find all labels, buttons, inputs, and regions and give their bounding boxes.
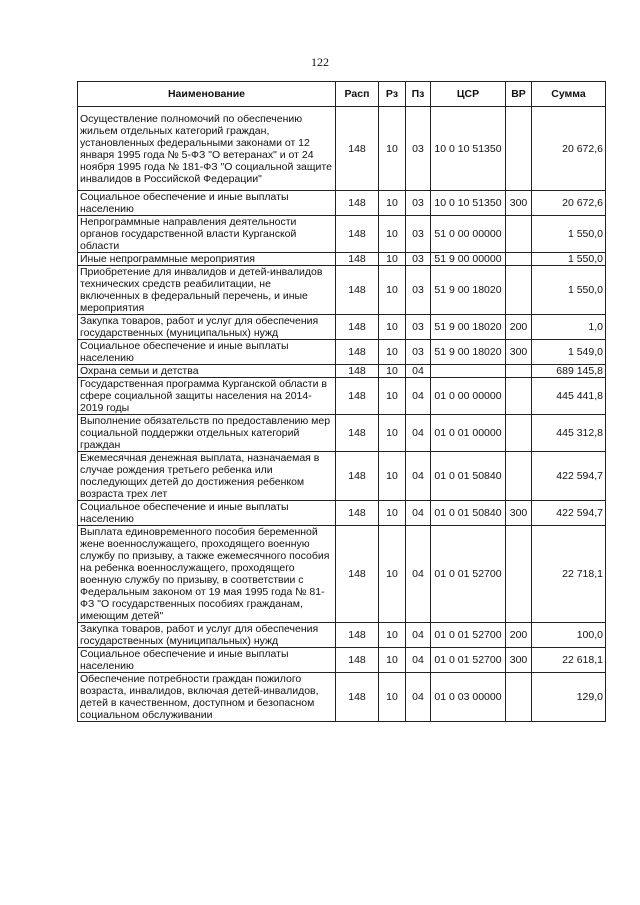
cell-pz: 03: [406, 107, 431, 191]
table-row: [78, 340, 606, 365]
cell-rasp: 148: [336, 266, 379, 315]
cell-pz: 04: [406, 415, 431, 452]
table-row: [78, 365, 606, 378]
cell-name: Социальное обеспечение и иные выплаты населению: [78, 191, 336, 216]
cell-rz: 10: [379, 526, 406, 623]
cell-rz: 10: [379, 216, 406, 253]
cell-pz: 04: [406, 365, 431, 378]
cell-sum: 22 718,1: [532, 526, 606, 623]
cell-csr: 01 0 01 52700: [431, 623, 506, 648]
cell-pz: 04: [406, 378, 431, 415]
cell-rasp: 148: [336, 216, 379, 253]
cell-sum: 100,0: [532, 623, 606, 648]
cell-csr: 10 0 10 51350: [431, 191, 506, 216]
cell-vr: 300: [506, 648, 532, 673]
cell-sum: 1 550,0: [532, 216, 606, 253]
cell-rz: 10: [379, 623, 406, 648]
cell-vr: [506, 526, 532, 623]
cell-name: Государственная программа Курганской области в сфере социальной защиты населения на 2014-2019 годы: [78, 378, 336, 415]
cell-name: Выплата единовременного пособия беременной жене военнослужащего, проходящего военную службу по призыву, а также ежемесячного пособия на ребенка военнослужащего, проходящего военную службу по призыву, в соответствии с Федеральным законом от 19 мая 1995 года № 81-ФЗ "О государственных пособиях гражданам, имеющим детей": [78, 526, 336, 623]
cell-csr: 01 0 01 52700: [431, 648, 506, 673]
cell-name: Приобретение для инвалидов и детей-инвалидов технических средств реабилитации, не включенных в федеральный перечень, и иные мероприятия: [78, 266, 336, 315]
cell-sum: 20 672,6: [532, 191, 606, 216]
cell-csr: 01 0 01 00000: [431, 415, 506, 452]
header-rz: Рз: [379, 82, 406, 107]
cell-csr: 51 9 00 18020: [431, 315, 506, 340]
cell-name: Иные непрограммные мероприятия: [78, 253, 336, 266]
cell-rasp: 148: [336, 315, 379, 340]
header-rasp: Расп: [336, 82, 379, 107]
cell-rz: 10: [379, 378, 406, 415]
cell-vr: [506, 266, 532, 315]
cell-pz: 03: [406, 191, 431, 216]
cell-rz: 10: [379, 501, 406, 526]
cell-rasp: 148: [336, 378, 379, 415]
cell-name: Ежемесячная денежная выплата, назначаемая в случае рождения третьего ребенка или последующих детей до достижения ребенком возраста трех лет: [78, 452, 336, 501]
cell-pz: 03: [406, 266, 431, 315]
cell-vr: 200: [506, 623, 532, 648]
cell-name: Обеспечение потребности граждан пожилого возраста, инвалидов, включая детей-инвалидов, детей в качественном, доступном и безопасном социальном обслуживании: [78, 673, 336, 722]
cell-name: Закупка товаров, работ и услуг для обеспечения государственных (муниципальных) нужд: [78, 623, 336, 648]
cell-rasp: 148: [336, 501, 379, 526]
cell-pz: 04: [406, 501, 431, 526]
cell-rz: 10: [379, 315, 406, 340]
cell-vr: [506, 452, 532, 501]
cell-pz: 04: [406, 648, 431, 673]
cell-rz: 10: [379, 452, 406, 501]
cell-vr: 300: [506, 501, 532, 526]
cell-rasp: 148: [336, 415, 379, 452]
cell-rasp: 148: [336, 191, 379, 216]
cell-vr: [506, 378, 532, 415]
table-row: [78, 452, 606, 501]
header-csr: ЦСР: [431, 82, 506, 107]
cell-rz: 10: [379, 253, 406, 266]
cell-vr: [506, 107, 532, 191]
table-row: [78, 673, 606, 722]
table-row: [78, 526, 606, 623]
cell-rasp: 148: [336, 253, 379, 266]
cell-sum: 1 549,0: [532, 340, 606, 365]
cell-csr: 01 0 03 00000: [431, 673, 506, 722]
header-sum: Сумма: [532, 82, 606, 107]
cell-name: Непрограммные направления деятельности органов государственной власти Курганской области: [78, 216, 336, 253]
cell-sum: 1 550,0: [532, 266, 606, 315]
cell-rasp: 148: [336, 365, 379, 378]
budget-table: [77, 81, 606, 722]
cell-sum: 689 145,8: [532, 365, 606, 378]
cell-vr: 200: [506, 315, 532, 340]
cell-pz: 03: [406, 315, 431, 340]
table-body: [78, 107, 606, 722]
cell-rz: 10: [379, 191, 406, 216]
cell-sum: 22 618,1: [532, 648, 606, 673]
cell-pz: 03: [406, 216, 431, 253]
cell-rz: 10: [379, 107, 406, 191]
cell-rasp: 148: [336, 673, 379, 722]
header-vr: ВР: [506, 82, 532, 107]
cell-rz: 10: [379, 340, 406, 365]
cell-name: Социальное обеспечение и иные выплаты населению: [78, 501, 336, 526]
cell-rz: 10: [379, 365, 406, 378]
cell-sum: 129,0: [532, 673, 606, 722]
table-row: [78, 415, 606, 452]
cell-sum: 422 594,7: [532, 452, 606, 501]
cell-csr: 01 0 01 50840: [431, 501, 506, 526]
cell-name: Социальное обеспечение и иные выплаты населению: [78, 340, 336, 365]
cell-name: Выполнение обязательств по предоставлению мер социальной поддержки отдельных категорий граждан: [78, 415, 336, 452]
cell-rz: 10: [379, 266, 406, 315]
cell-name: Осуществление полномочий по обеспечению жильем отдельных категорий граждан, установленных федеральными законами от 12 января 1995 года № 5-ФЗ "О ветеранах" и от 24 ноября 1995 года № 181-ФЗ "О социальной защите инвалидов в Российской Федерации": [78, 107, 336, 191]
cell-vr: [506, 216, 532, 253]
cell-csr: 01 0 00 00000: [431, 378, 506, 415]
cell-name: Социальное обеспечение и иные выплаты населению: [78, 648, 336, 673]
cell-vr: 300: [506, 340, 532, 365]
cell-csr: 01 0 01 50840: [431, 452, 506, 501]
cell-vr: [506, 365, 532, 378]
table-row: [78, 315, 606, 340]
cell-pz: 04: [406, 452, 431, 501]
cell-rasp: 148: [336, 526, 379, 623]
table-row: [78, 253, 606, 266]
header-name: Наименование: [78, 82, 336, 107]
cell-csr: [431, 365, 506, 378]
cell-sum: 20 672,6: [532, 107, 606, 191]
table-row: [78, 107, 606, 191]
cell-sum: 422 594,7: [532, 501, 606, 526]
cell-pz: 04: [406, 526, 431, 623]
cell-csr: 51 9 00 00000: [431, 253, 506, 266]
cell-rasp: 148: [336, 340, 379, 365]
table-row: [78, 623, 606, 648]
cell-rasp: 148: [336, 107, 379, 191]
cell-csr: 51 9 00 18020: [431, 266, 506, 315]
table-row: [78, 648, 606, 673]
table-row: [78, 216, 606, 253]
cell-rz: 10: [379, 415, 406, 452]
cell-name: Охрана семьи и детства: [78, 365, 336, 378]
cell-sum: 445 441,8: [532, 378, 606, 415]
table-row: [78, 501, 606, 526]
table-row: [78, 378, 606, 415]
cell-vr: 300: [506, 191, 532, 216]
cell-name: Закупка товаров, работ и услуг для обеспечения государственных (муниципальных) нужд: [78, 315, 336, 340]
cell-pz: 03: [406, 340, 431, 365]
cell-vr: [506, 673, 532, 722]
cell-rasp: 148: [336, 648, 379, 673]
cell-vr: [506, 253, 532, 266]
table-header-row: [78, 82, 606, 107]
cell-rasp: 148: [336, 623, 379, 648]
header-pz: Пз: [406, 82, 431, 107]
table-row: [78, 191, 606, 216]
page-number: 122: [311, 55, 329, 69]
table-row: [78, 266, 606, 315]
cell-csr: 10 0 10 51350: [431, 107, 506, 191]
cell-pz: 04: [406, 673, 431, 722]
cell-rasp: 148: [336, 452, 379, 501]
cell-sum: 1,0: [532, 315, 606, 340]
cell-vr: [506, 415, 532, 452]
cell-rz: 10: [379, 673, 406, 722]
cell-csr: 51 9 00 18020: [431, 340, 506, 365]
cell-sum: 1 550,0: [532, 253, 606, 266]
cell-pz: 04: [406, 623, 431, 648]
cell-csr: 51 0 00 00000: [431, 216, 506, 253]
cell-sum: 445 312,8: [532, 415, 606, 452]
cell-pz: 03: [406, 253, 431, 266]
cell-csr: 01 0 01 52700: [431, 526, 506, 623]
cell-rz: 10: [379, 648, 406, 673]
